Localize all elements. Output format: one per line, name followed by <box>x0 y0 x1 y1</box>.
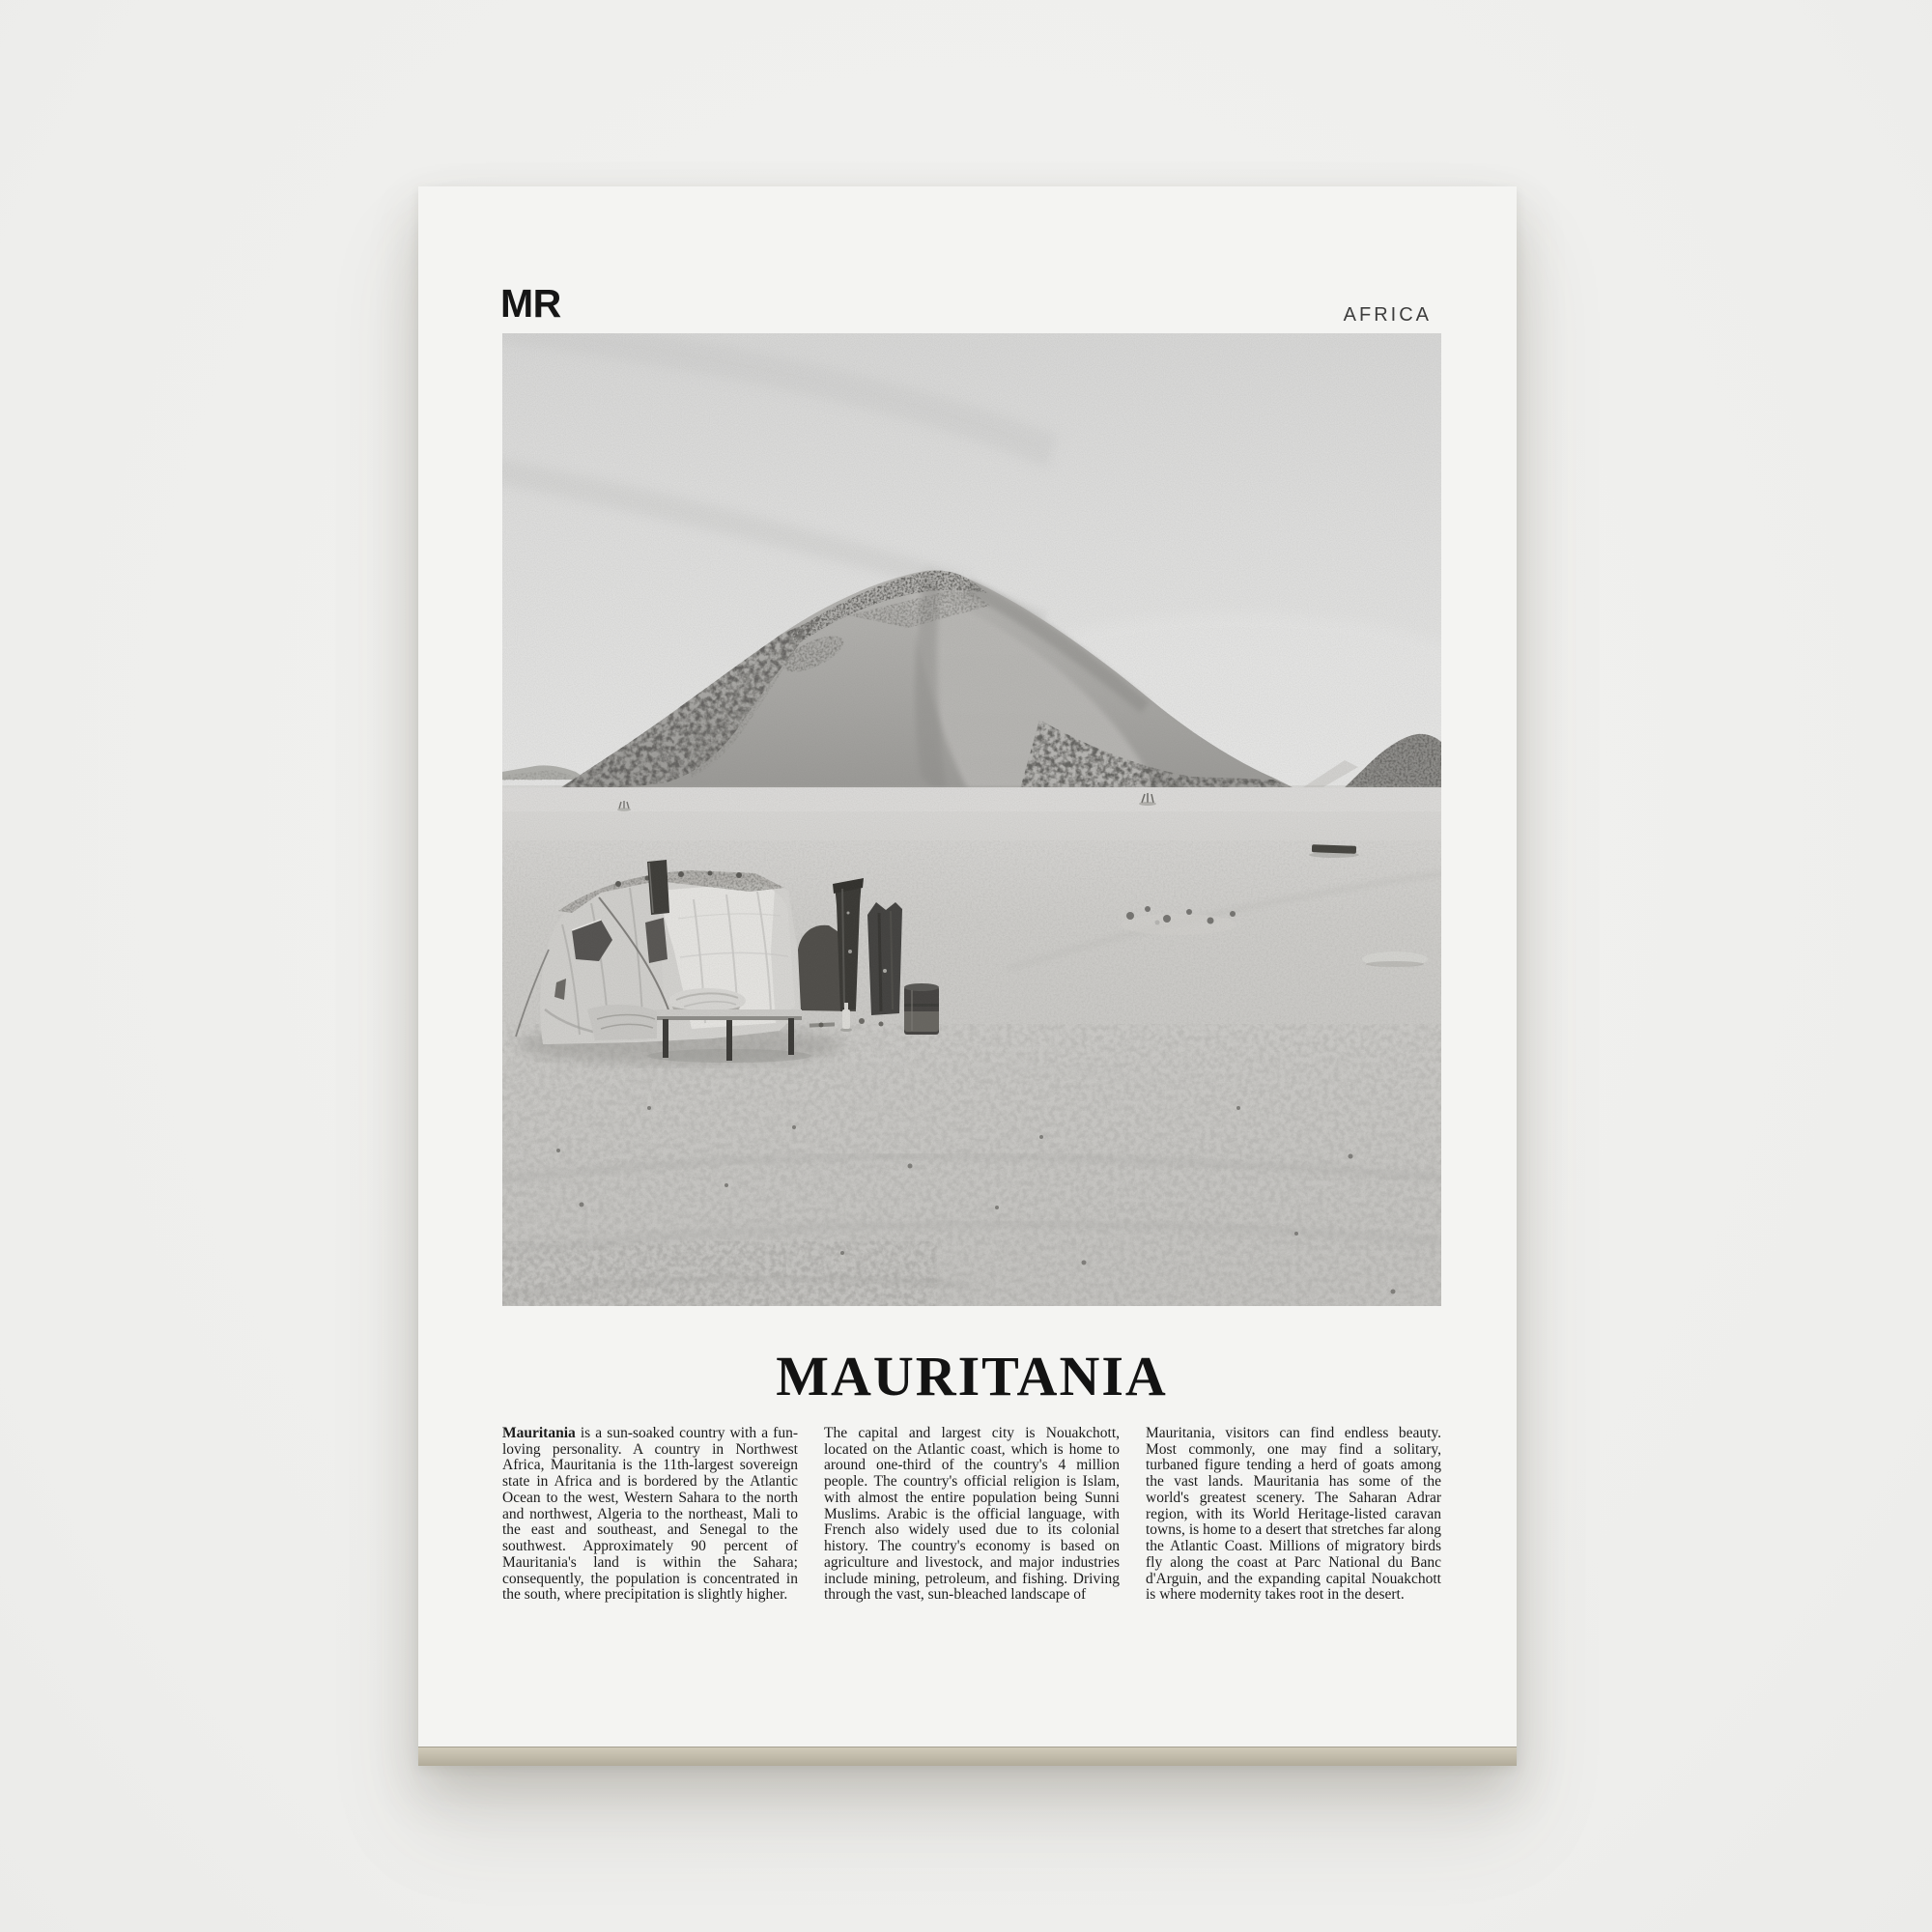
column2-text: The capital and largest city is Nouakchott, located on the Atlantic coast, which is home to around one-third of the country's 4 million people. The country's official religion is Islam, with almost the entire population being Sunni Muslims. Arabic is the official language, with French also widely used due to its colonial history. The country's economy is based on agriculture and livestock, and major industries include mining, petroleum, and fishing. Driving through the vast, sun-bleached landscape of <box>824 1425 1120 1604</box>
body-text-columns <box>502 1426 1441 1604</box>
text-column-2 <box>824 1426 1120 1604</box>
text-column-3 <box>1146 1426 1441 1604</box>
brand-logo: MR <box>500 281 561 326</box>
film-grain-overlay <box>502 333 1441 1306</box>
column3-text: Mauritania, visitors can find endless beauty. Most commonly, one may find a solitary, turbaned figure tending a herd of goats among the vast lands. Mauritania has some of the world's greatest scenery. The Saharan Adrar region, with its World Heritage-listed caravan towns, is home to a desert that stretches far along the Atlantic Coast. Millions of migratory birds fly along the coast at Parc National du Banc d'Arguin, and the expanding capital Nouakchott is where modernity takes root in the desert. <box>1146 1425 1441 1604</box>
column1-text: is a sun-soaked country with a fun-loving personality. A country in Northwest Africa, Mauritania is the 11th-largest sovereign state in Africa and is bordered by the Atlantic Ocean to the west, Western Sahara to the north and northwest, Algeria to the northeast, Mali to the east and southeast, and Senegal to the southwest. Approximately 90 percent of Mauritania's land is within the Sahara; consequently, the population is concentrated in the south, where precipitation is slightly higher. <box>502 1425 798 1604</box>
poster <box>418 186 1517 1765</box>
text-column-1 <box>502 1426 798 1604</box>
column1-lead-word: Mauritania <box>502 1425 576 1441</box>
poster-title: MAURITANIA <box>776 1345 1168 1407</box>
poster-bottom-edge <box>418 1747 1517 1766</box>
region-label: AFRICA <box>1343 304 1432 326</box>
desert-photo <box>502 333 1441 1306</box>
